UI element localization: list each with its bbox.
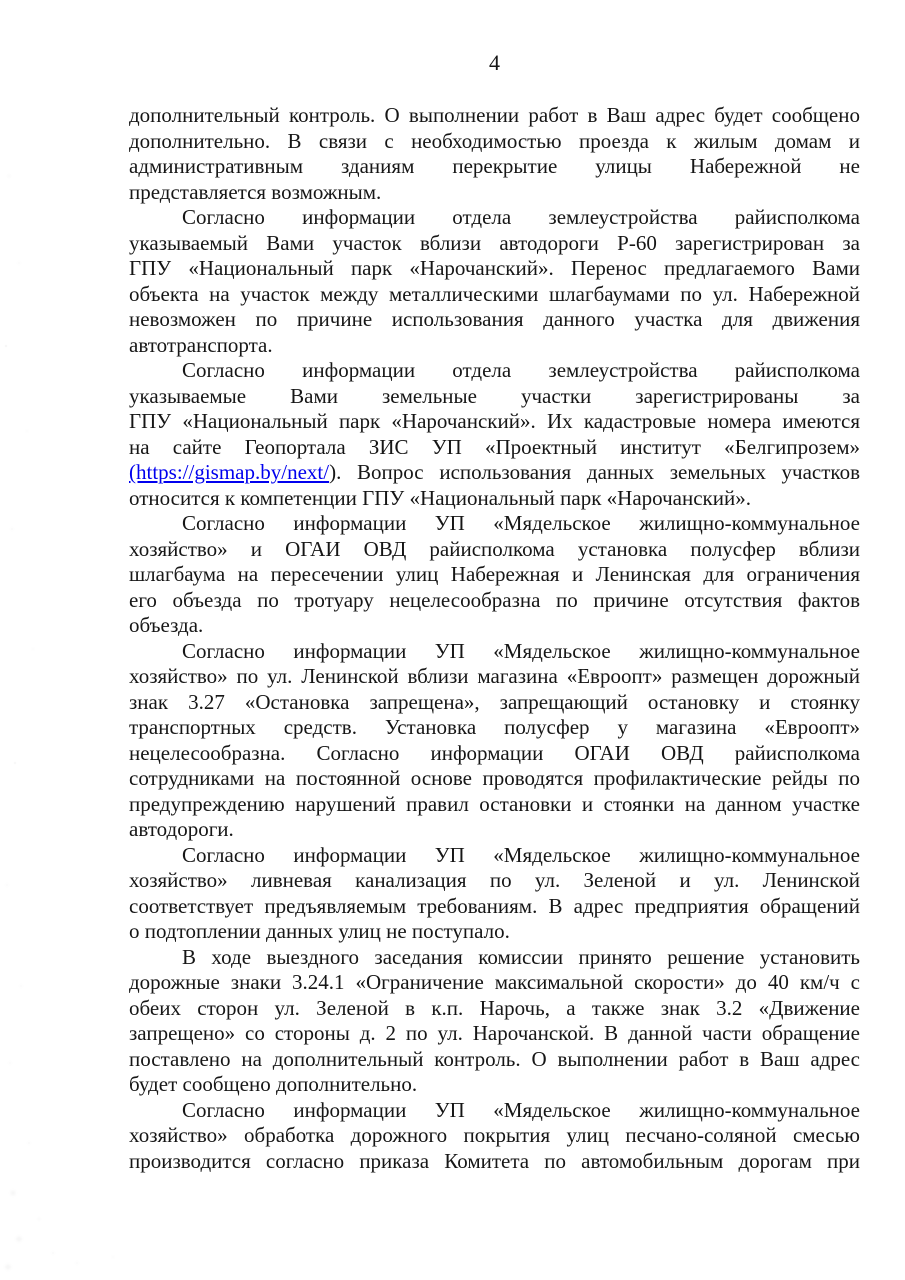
- text-line: [129, 996, 860, 1022]
- text-line: [129, 639, 860, 665]
- text-line: [129, 435, 860, 461]
- text-block: [129, 103, 860, 1174]
- text-line: [129, 333, 860, 359]
- text-line: [129, 715, 860, 741]
- text-segment: на сайте Геопортала ЗИС УП «Проектный институт «Белгипрозем»: [129, 434, 860, 459]
- text-line: [129, 919, 860, 945]
- text-line: [129, 1149, 860, 1175]
- text-segment: автодороги.: [129, 817, 234, 841]
- scan-noise: [0, 0, 2, 2]
- text-line: [129, 843, 860, 869]
- text-line: [129, 282, 860, 308]
- text-line: [129, 103, 860, 129]
- text-line: [129, 690, 860, 716]
- text-line: [129, 460, 860, 486]
- text-segment: обеих сторон ул. Зеленой в к.п. Нарочь, а также знак 3.2 «Движение: [129, 995, 860, 1020]
- text-segment: Согласно информации УП «Мядельское жилищно-коммунальное: [182, 1097, 860, 1122]
- text-segment: о подтоплении данных улиц не поступало.: [129, 919, 510, 943]
- text-line: [129, 358, 860, 384]
- text-line: [129, 511, 860, 537]
- text-segment: запрещено» со стороны д. 2 по ул. Нарочанской. В данной части обращение: [129, 1021, 860, 1045]
- text-line: [129, 256, 860, 282]
- text-segment: автотранспорта.: [129, 332, 273, 357]
- page-number: 4: [489, 50, 500, 75]
- text-segment: Согласно информации УП «Мядельское жилищно-коммунальное: [182, 638, 860, 663]
- gismap-link[interactable]: (https://gismap.by/next/: [129, 460, 330, 484]
- text-segment: нецелесообразна. Согласно информации ОГАИ ОВД райисполкома: [129, 740, 860, 765]
- text-segment: хозяйство» и ОГАИ ОВД райисполкома установка полусфер вблизи: [129, 536, 860, 561]
- text-line: [129, 817, 860, 843]
- text-segment: объезда.: [129, 613, 204, 637]
- text-line: [129, 792, 860, 818]
- text-line: [129, 588, 860, 614]
- text-line: [129, 205, 860, 231]
- text-line: [129, 613, 860, 639]
- text-segment: ГПУ «Национальный парк «Нарочанский». Перенос предлагаемого Вами: [129, 256, 860, 280]
- text-segment: производится согласно приказа Комитета по автомобильным дорогам при: [129, 1148, 860, 1173]
- text-segment: сотрудниками на постоянной основе проводятся профилактические рейды по: [129, 766, 860, 790]
- text-line: [129, 154, 860, 180]
- text-segment: соответствует предъявляемым требованиям. В адрес предприятия обращений: [129, 893, 860, 918]
- text-line: [129, 562, 860, 588]
- text-segment: поставлено на дополнительный контроль. О выполнении работ в Ваш адрес: [129, 1046, 860, 1071]
- text-line: [129, 1123, 860, 1149]
- text-segment: указываемый Вами участок вблизи автодороги Р-60 зарегистрирован за: [129, 230, 860, 255]
- text-line: [129, 384, 860, 410]
- text-line: [129, 1072, 860, 1098]
- text-segment: Согласно информации УП «Мядельское жилищно-коммунальное: [182, 511, 860, 535]
- text-line: [129, 970, 860, 996]
- text-line: [129, 868, 860, 894]
- text-segment: указываемые Вами земельные участки зарегистрированы за: [129, 383, 860, 408]
- text-segment: хозяйство» по ул. Ленинской вблизи магазина «Евроопт» размещен дорожный: [129, 664, 860, 688]
- text-segment: Согласно информации УП «Мядельское жилищно-коммунальное: [182, 842, 860, 867]
- text-segment: представляется возможным.: [129, 179, 382, 204]
- text-segment: В ходе выездного заседания комиссии принято решение установить: [182, 944, 860, 969]
- text-line: [129, 1021, 860, 1047]
- text-segment: транспортных средств. Установка полусфер у магазина «Евроопт»: [129, 715, 860, 739]
- text-line: [129, 129, 860, 155]
- text-line: [129, 180, 860, 206]
- text-line: [129, 1098, 860, 1124]
- text-segment: хозяйство» обработка дорожного покрытия улиц песчано-соляной смесью: [129, 1123, 860, 1147]
- text-line: [129, 231, 860, 257]
- text-line: [129, 741, 860, 767]
- text-segment: хозяйство» ливневая канализация по ул. Зеленой и ул. Ленинской: [129, 868, 860, 892]
- text-segment: дополнительно. В связи с необходимостью проезда к жилым домам и: [129, 128, 860, 153]
- text-segment: дополнительный контроль. О выполнении работ в Ваш адрес будет сообщено: [129, 103, 860, 127]
- text-segment: знак 3.27 «Остановка запрещена», запрещающий остановку и стоянку: [129, 689, 860, 714]
- text-segment: дорожные знаки 3.24.1 «Ограничение максимальной скорости» до 40 км/ч с: [129, 970, 860, 994]
- text-segment: шлагбаума на пересечении улиц Набережная и Ленинская для ограничения: [129, 562, 860, 586]
- text-line: [129, 894, 860, 920]
- text-segment: относится к компетенции ГПУ «Национальный парк «Нарочанский».: [129, 485, 751, 510]
- text-line: [129, 766, 860, 792]
- text-line: [129, 307, 860, 333]
- text-segment: ). Вопрос использования данных земельных участков: [329, 460, 860, 484]
- text-line: [129, 409, 860, 435]
- text-line: [129, 945, 860, 971]
- text-line: [129, 1047, 860, 1073]
- text-segment: невозможен по причине использования данного участка для движения: [129, 307, 860, 331]
- text-line: [129, 537, 860, 563]
- text-line: [129, 486, 860, 512]
- text-segment: Согласно информации отдела землеустройства райисполкома: [182, 358, 860, 382]
- text-segment: ГПУ «Национальный парк «Нарочанский». Их кадастровые номера имеются: [129, 409, 860, 433]
- text-line: [129, 664, 860, 690]
- text-segment: объекта на участок между металлическими шлагбаумами по ул. Набережной: [129, 281, 860, 306]
- text-segment: административным зданиям перекрытие улицы Набережной не: [129, 154, 860, 178]
- text-segment: его объезда по тротуару нецелесообразна по причине отсутствия фактов: [129, 587, 860, 612]
- text-segment: будет сообщено дополнительно.: [129, 1072, 418, 1096]
- text-segment: предупреждению нарушений правил остановки и стоянки на данном участке: [129, 791, 860, 816]
- text-segment: Согласно информации отдела землеустройства райисполкома: [182, 205, 860, 229]
